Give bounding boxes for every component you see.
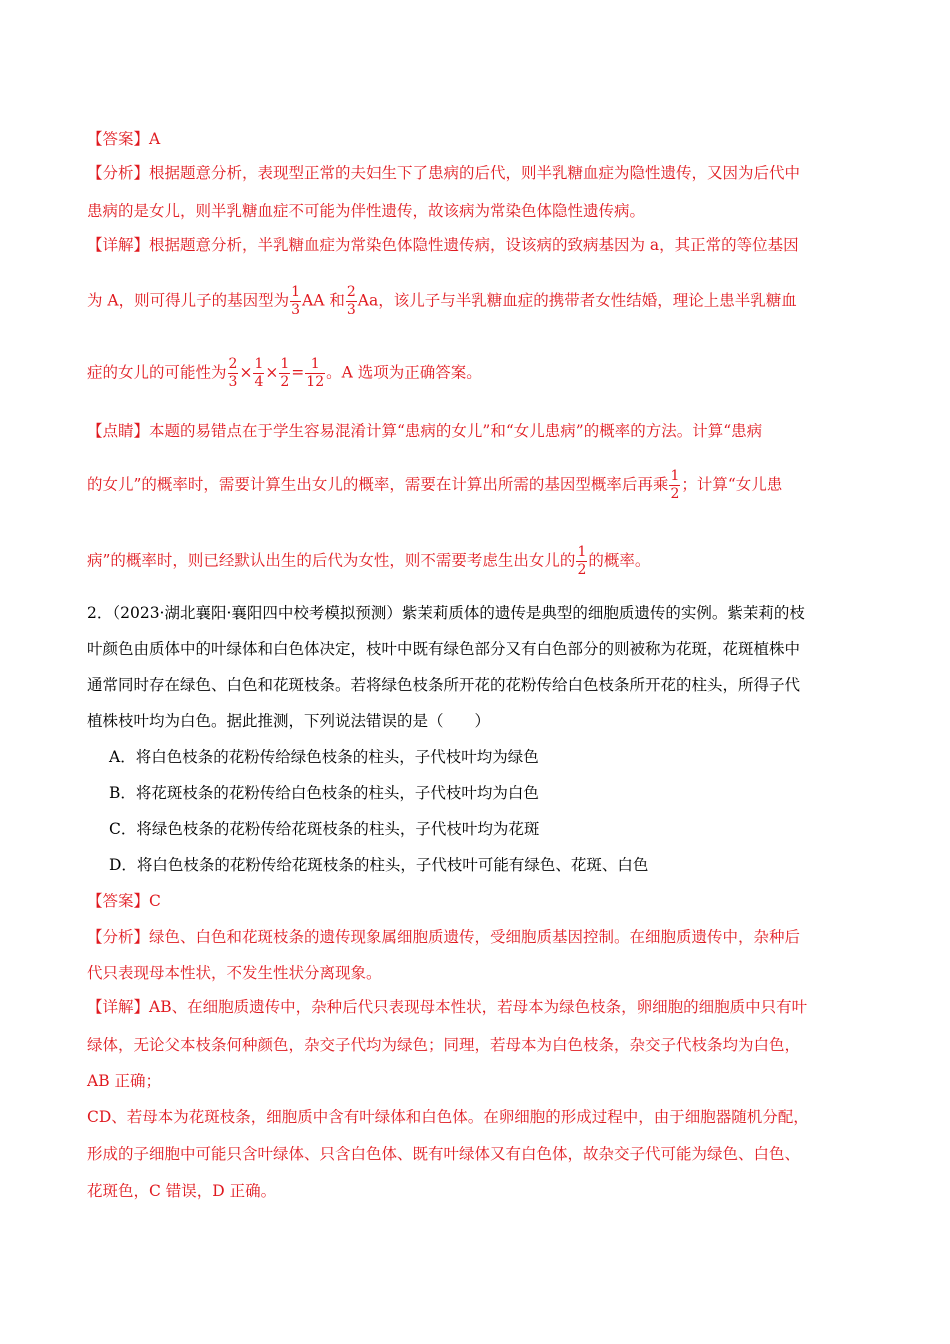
- fraction: [228, 356, 239, 391]
- q1-tip-text: ；计算“女儿患: [681, 475, 783, 494]
- q1-detail-line-3: [87, 356, 482, 391]
- fraction-denominator: 4: [254, 374, 264, 390]
- fraction: [279, 356, 290, 391]
- q1-answer: 【答案】A: [87, 130, 161, 148]
- q1-detail-text: 。A 选项为正确答案。: [326, 363, 482, 382]
- fraction-denominator: 2: [577, 562, 587, 578]
- q1-detail-text: AA 和: [302, 291, 345, 310]
- q1-detail-text: 为 A，则可得儿子的基因型为: [87, 291, 290, 310]
- fraction-denominator: 2: [280, 374, 290, 390]
- q2-detail-line-5: 形成的子细胞中可能只含叶绿体、只含白色体、既有叶绿体又有白色体，故杂交子代可能为绿色、白色、: [87, 1145, 801, 1163]
- q2-detail-line-1: 【详解】AB、在细胞质遗传中，杂种后代只表现母本性状，若母本为绿色枝条，卵细胞的细胞质中只有叶: [87, 998, 808, 1016]
- fraction-numerator: 2: [228, 356, 238, 372]
- q2-stem-line-1: 2．（2023·湖北襄阳·襄阳四中校考模拟预测）紫茉莉质体的遗传是典型的细胞质遗传的实例。紫茉莉的枝: [87, 604, 805, 622]
- fraction-denominator: 3: [291, 302, 301, 318]
- fraction-numerator: 2: [346, 284, 356, 300]
- q1-tip-line-3: [87, 544, 650, 579]
- q2-analysis-line-1: 【分析】绿色、白色和花斑枝条的遗传现象属细胞质遗传，受细胞质基因控制。在细胞质遗传中，杂种后: [87, 928, 801, 946]
- fraction-two-thirds: [346, 284, 357, 319]
- q2-stem-line-4: 植株枝叶均为白色。据此推测，下列说法错误的是（ ）: [87, 712, 491, 730]
- q2-option-c: C．将绿色枝条的花粉传给花斑枝条的柱头，子代枝叶均为花斑: [109, 820, 540, 838]
- q1-tip-line-2: [87, 468, 782, 503]
- q2-detail-line-4: CD、若母本为花斑枝条，细胞质中含有叶绿体和白色体。在卵细胞的形成过程中，由于细胞器随机分配，: [87, 1108, 809, 1126]
- q2-stem-line-3: 通常同时存在绿色、白色和花斑枝条。若将绿色枝条所开花的花粉传给白色枝条所开花的柱头，所得子代: [87, 676, 801, 694]
- q2-stem-line-2: 叶颜色由质体中的叶绿体和白色体决定，枝叶中既有绿色部分又有白色部分的则被称为花斑，花斑植株中: [87, 640, 801, 658]
- q1-detail-text: 症的女儿的可能性为: [87, 363, 227, 382]
- q1-analysis-line-2: 患病的是女儿，则半乳糖血症不可能为伴性遗传，故该病为常染色体隐性遗传病。: [87, 202, 646, 220]
- times-sign: ×: [265, 363, 279, 382]
- q2-option-b: B．将花斑枝条的花粉传给白色枝条的柱头，子代枝叶均为白色: [109, 784, 539, 802]
- q1-tip-line-1: 【点睛】本题的易错点在于学生容易混淆计算“患病的女儿”和“女儿患病”的概率的方法。计算“患病: [87, 422, 763, 440]
- q1-analysis-line-1: 【分析】根据题意分析，表现型正常的夫妇生下了患病的后代，则半乳糖血症为隐性遗传，又因为后代中: [87, 164, 801, 182]
- fraction-one-half: [669, 468, 680, 503]
- q1-tip-text: 的概率。: [588, 551, 651, 570]
- fraction-one-third: [290, 284, 301, 319]
- q2-option-d: D．将白色枝条的花粉传给花斑枝条的柱头，子代枝叶可能有绿色、花斑、白色: [109, 856, 649, 874]
- q2-detail-line-3: AB 正确；: [87, 1072, 162, 1090]
- fraction-numerator: 1: [291, 284, 301, 300]
- q2-answer: 【答案】C: [87, 892, 161, 910]
- q1-detail-text: Aa，该儿子与半乳糖血症的携带者女性结婚，理论上患半乳糖血: [357, 291, 797, 310]
- q1-detail-line-2: [87, 284, 797, 319]
- times-sign: ×: [239, 363, 253, 382]
- fraction: [253, 356, 264, 391]
- fraction-numerator: 1: [670, 468, 680, 484]
- q2-analysis-line-2: 代只表现母本性状，不发生性状分离现象。: [87, 964, 382, 982]
- q1-tip-text: 病”的概率时，则已经默认出生的后代为女性，则不需要考虑生出女儿的: [87, 551, 576, 570]
- q1-tip-text: 的女儿”的概率时，需要计算生出女儿的概率，需要在计算出所需的基因型概率后再乘: [87, 475, 669, 494]
- q1-detail-line-1: 【详解】根据题意分析，半乳糖血症为常染色体隐性遗传病，设该病的致病基因为 a，其正常的等位基因: [87, 236, 799, 254]
- fraction: [305, 356, 325, 391]
- fraction-numerator: 1: [280, 356, 290, 372]
- fraction-numerator: 1: [254, 356, 264, 372]
- fraction-one-half: [576, 544, 587, 579]
- q2-option-a: A．将白色枝条的花粉传给绿色枝条的柱头，子代枝叶均为绿色: [109, 748, 539, 766]
- fraction-denominator: 12: [306, 374, 325, 390]
- fraction-numerator: 1: [577, 544, 587, 560]
- fraction-numerator: 1: [310, 356, 320, 372]
- equals-sign: =: [291, 363, 305, 382]
- fraction-denominator: 2: [670, 486, 680, 502]
- fraction-denominator: 3: [346, 302, 356, 318]
- fraction-denominator: 3: [228, 374, 238, 390]
- q2-detail-line-6: 花斑色，C 错误，D 正确。: [87, 1182, 277, 1200]
- q2-detail-line-2: 绿体，无论父本枝条何种颜色，杂交子代均为绿色；同理，若母本为白色枝条，杂交子代枝条均为白色，: [87, 1036, 801, 1054]
